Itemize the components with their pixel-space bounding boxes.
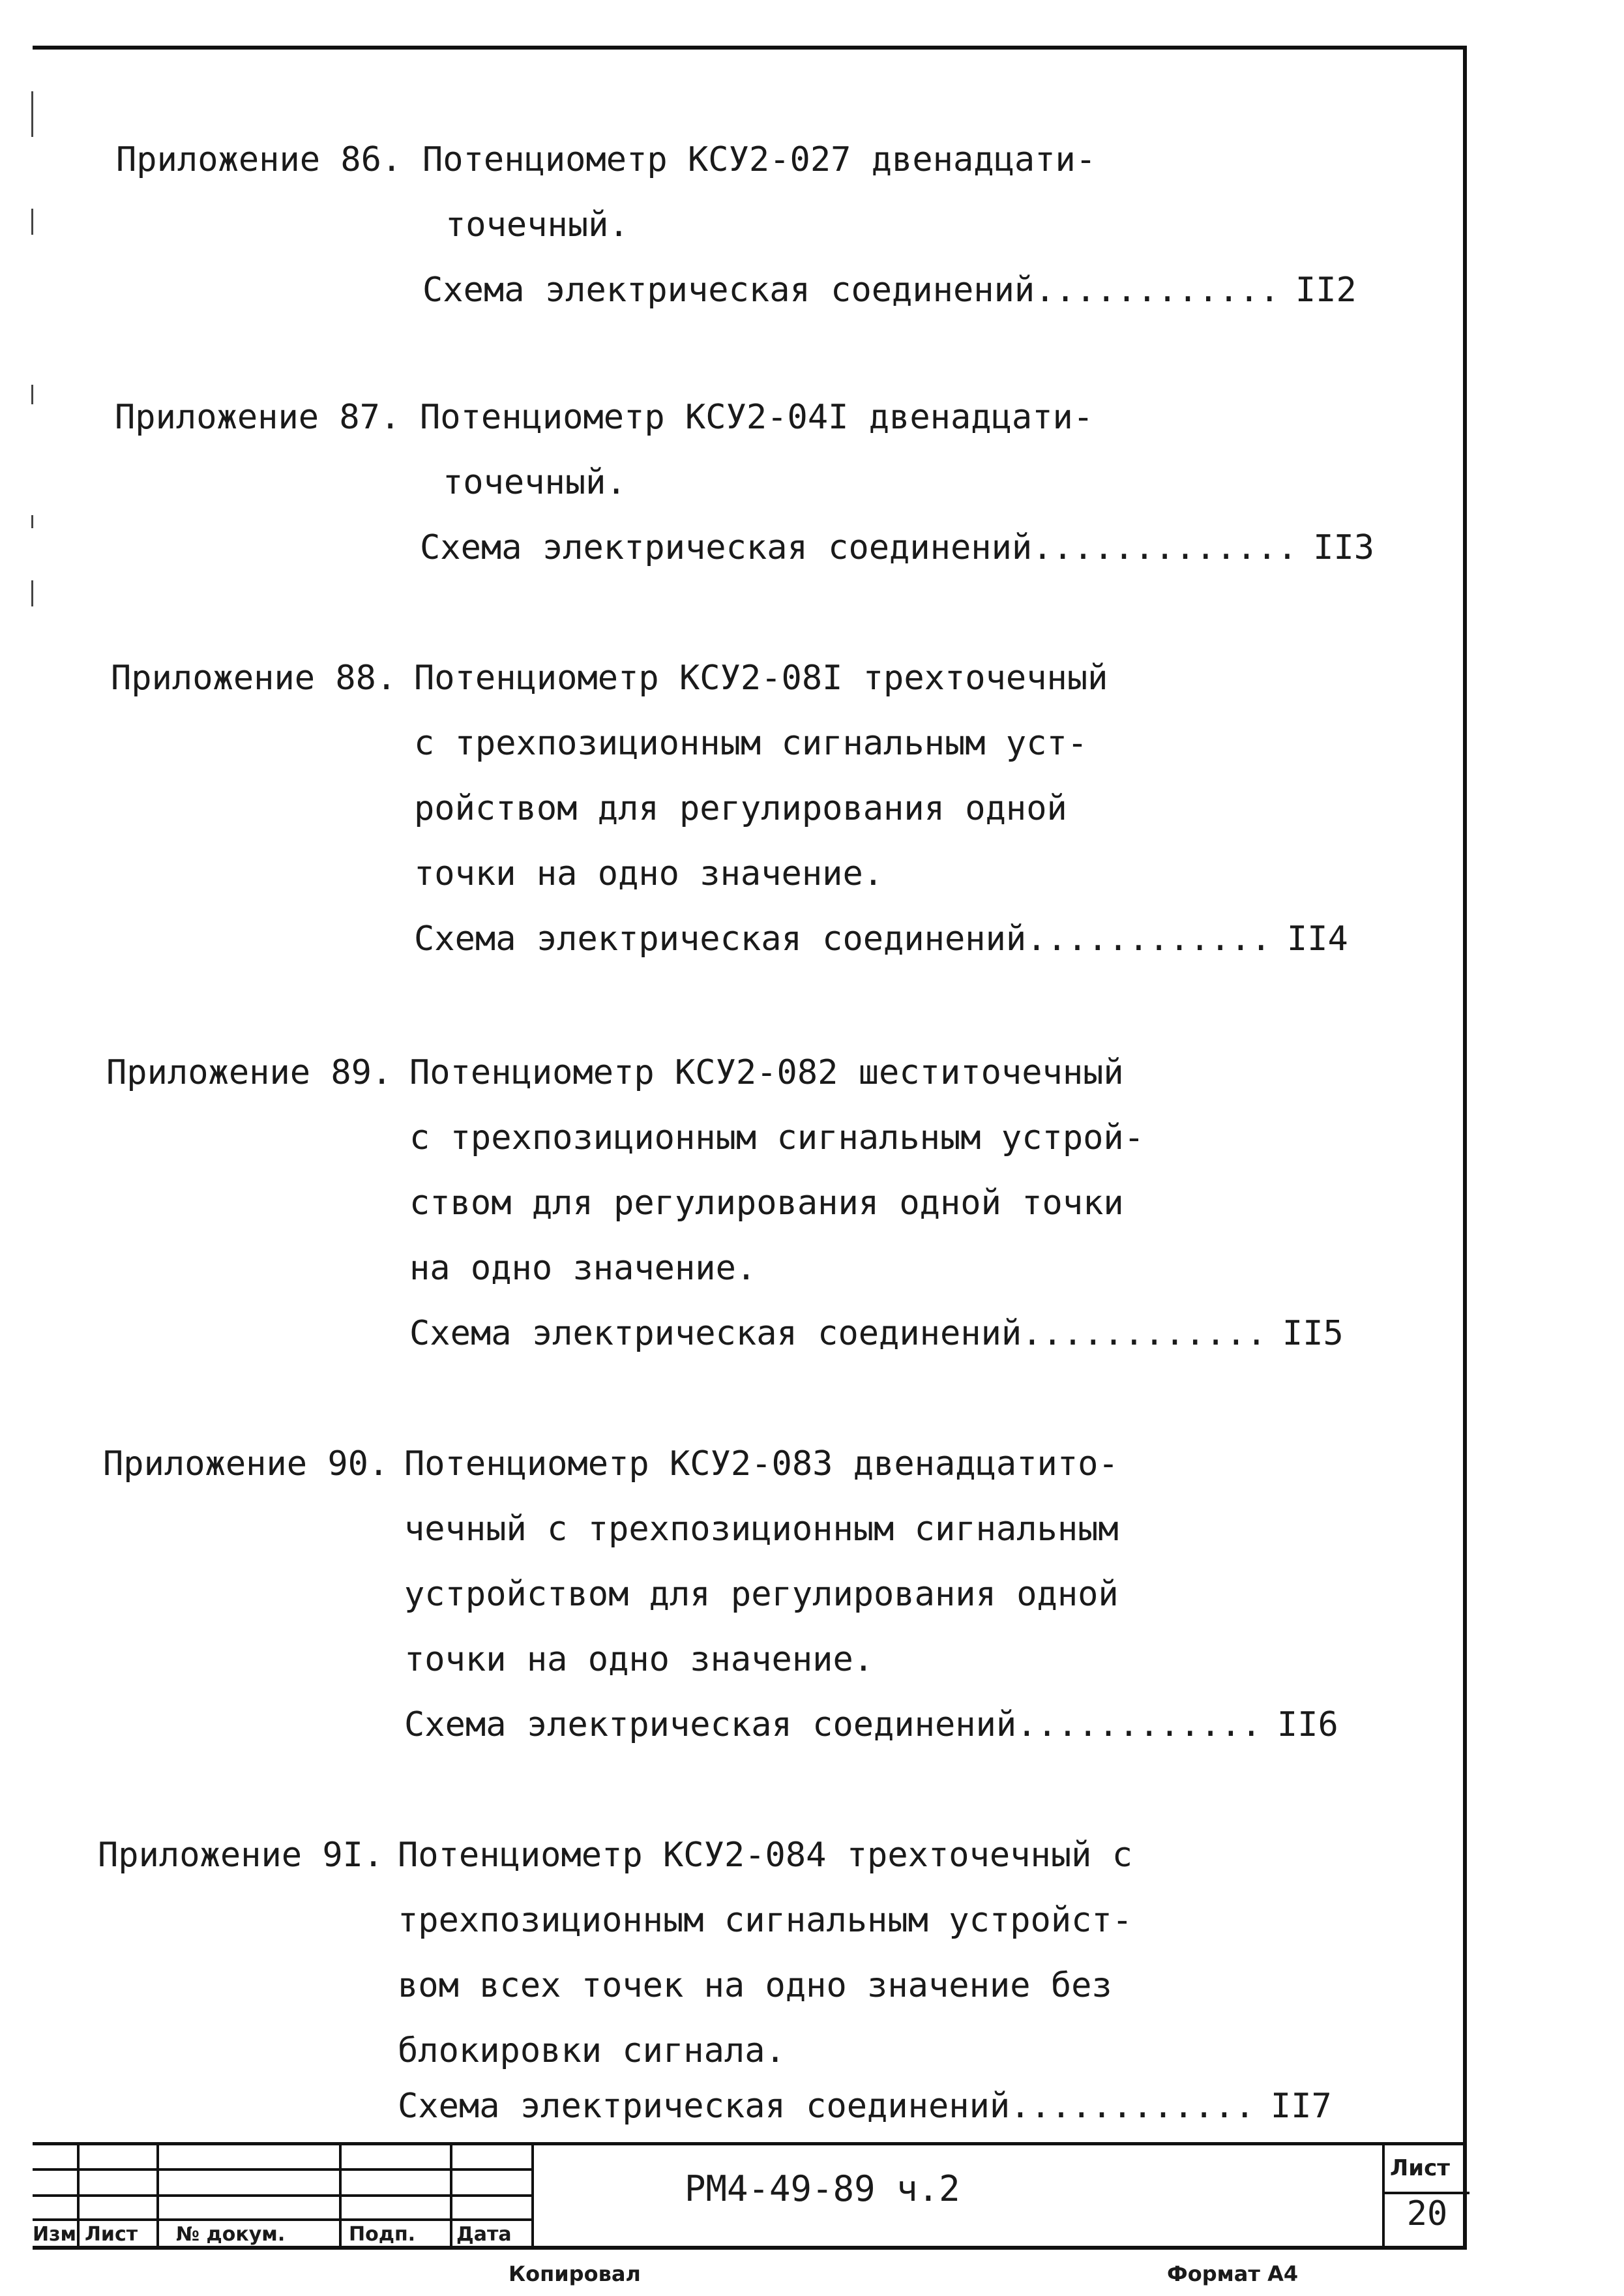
appendix-label: Приложение 88. [111, 659, 397, 698]
page-number: II7 [1270, 2087, 1332, 2126]
col-doc-number: № докум. [176, 2223, 286, 2246]
appendix-title-line: Потенциометр КСУ2-082 шеститочечный [409, 1053, 1124, 1092]
document-code: РМ4-49-89 ч.2 [685, 2168, 960, 2209]
page-number: II5 [1282, 1314, 1344, 1353]
toc-leader-line [409, 1301, 1344, 1366]
page-number: II2 [1295, 271, 1357, 310]
appendix-title-line: блокировки сигнала. [398, 2031, 786, 2070]
page-number: II6 [1277, 1705, 1338, 1744]
col-list: Лист [85, 2223, 138, 2246]
schema-text: Схема электрическая соединений............. [420, 528, 1298, 567]
appendix-title-line: Потенциометр КСУ2-084 трехточечный с [398, 1836, 1133, 1875]
toc-leader-line [404, 1692, 1338, 1757]
appendix-title-line: Потенциометр КСУ2-027 двенадцати- [422, 140, 1097, 179]
page-number: II3 [1313, 528, 1375, 567]
appendix-label: Приложение 86. [116, 140, 402, 179]
schema-text: Схема электрическая соединений............ [414, 919, 1271, 959]
appendix-label: Приложение 89. [106, 1053, 392, 1092]
format-label: Формат А4 [1167, 2261, 1299, 2286]
appendix-label: Приложение 90. [103, 1444, 389, 1483]
appendix-title-line: точечный. [443, 463, 627, 502]
appendix-title-line: точечный. [445, 205, 629, 245]
appendix-title-line: Потенциометр КСУ2-083 двенадцатито- [404, 1444, 1119, 1483]
copied-by-label: Копировал [509, 2261, 641, 2286]
col-izm: Изм [33, 2223, 77, 2246]
appendix-title-line: с трехпозиционным сигнальным устрой- [409, 1118, 1145, 1157]
appendix-label: Приложение 87. [115, 398, 401, 437]
toc-leader-line [398, 2083, 1332, 2129]
appendix-title-line: на одно значение. [409, 1249, 757, 1288]
appendix-title-line: Потенциометр КСУ2-04I двенадцати- [420, 398, 1094, 437]
title-block [33, 2142, 1467, 2250]
appendix-title-line: точки на одно значение. [414, 854, 884, 893]
schema-text: Схема электрическая соединений............ [422, 271, 1280, 310]
col-signature: Подп. [349, 2223, 416, 2246]
schema-text: Схема электрическая соединений............ [398, 2087, 1255, 2126]
schema-text: Схема электрическая соединений............ [409, 1314, 1267, 1353]
appendix-title-line: точки на одно значение. [404, 1640, 874, 1679]
appendix-title-line: ройством для регулирования одной [414, 789, 1067, 828]
sheet-caption: Лист [1390, 2155, 1450, 2181]
appendix-title-line: чечный с трехпозиционным сигнальным [404, 1510, 1119, 1549]
sheet-number-box [1382, 2142, 1469, 2250]
appendix-label: Приложение 9I. [98, 1836, 384, 1875]
toc-leader-line [420, 515, 1374, 580]
appendix-title-line: Потенциометр КСУ2-08I трехточечный [414, 659, 1108, 698]
appendix-title-line: устройством для регулирования одной [404, 1575, 1119, 1614]
appendix-title-line: вом всех точек на одно значение без [398, 1966, 1112, 2005]
toc-leader-line [414, 906, 1348, 972]
appendix-title-line: трехпозиционным сигнальным устройст- [398, 1901, 1133, 1940]
appendix-title-line: ством для регулирования одной точки [409, 1184, 1124, 1223]
sheet-number: 20 [1406, 2194, 1448, 2233]
col-date: Дата [456, 2223, 512, 2246]
schema-text: Схема электрическая соединений............ [404, 1705, 1262, 1744]
appendix-title-line: с трехпозиционным сигнальным уст- [414, 724, 1088, 763]
page-number: II4 [1286, 919, 1348, 959]
toc-leader-line [422, 258, 1357, 323]
